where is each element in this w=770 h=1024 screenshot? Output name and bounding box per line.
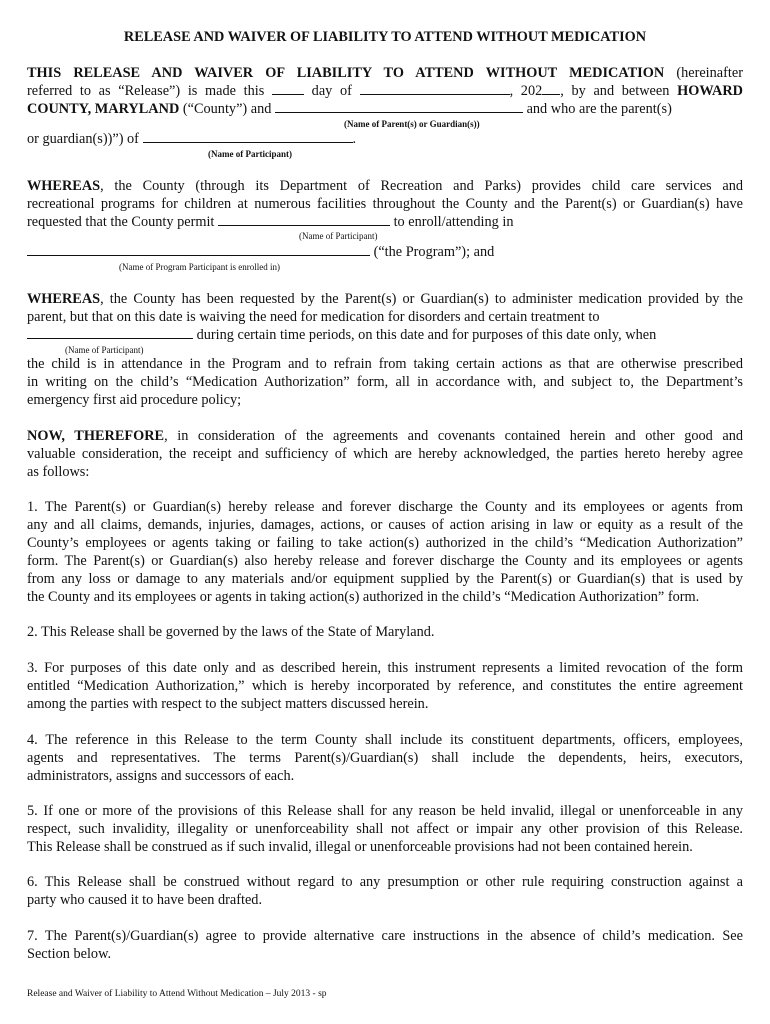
day-field[interactable] <box>272 82 304 95</box>
intro-paragraph <box>27 64 743 118</box>
page-footer: Release and Waiver of Liability to Attend Without Medication – July 2013 - sp <box>27 989 327 999</box>
section-4: 4. The reference in this Release to the term County shall include its constituent departments, officers, employees, agents and representatives. The terms Parent(s)/Guardian(s) shall include the dependents, heirs, executors, administrators, assigns and successors of each. <box>27 732 743 784</box>
caption-program-name: (Name of Program Participant is enrolled in) <box>119 262 280 272</box>
month-field[interactable] <box>360 82 510 95</box>
whereas-paragraph-2: WHEREAS, the County has been requested by the Parent(s) or Guardian(s) to administer medication provided by the parent, but that on this date is waiving the need for medication for disorders and certain treatment to during certain time periods, on this date and for purposes of this date only, when <box>27 291 743 343</box>
caption-participant-name-2: (Name of Participant) <box>299 231 378 241</box>
participant-name-field-3[interactable] <box>27 326 193 339</box>
whereas-1-line-4: (“the Program”); and <box>27 243 743 261</box>
whereas-2-continued: the child is in attendance in the Program and to refrain from taking certain actions as that are otherwise prescribed in writing on the child’s “Medication Authorization” form, all in accordance with, and subject to, the Department’s emergency first aid procedure policy; <box>27 356 743 408</box>
section-5: 5. If one or more of the provisions of this Release shall for any reason be held invalid, illegal or unenforceable in any respect, such invalidity, illegality or unenforceability shall not affect or impair any other provision of this Release. This Release shall be construed as if such invalid, illegal or unenforceable provisions had not been contained herein. <box>27 803 743 855</box>
section-3: 3. For purposes of this date only and as described herein, this instrument represents a limited revocation of the form entitled “Medication Authorization,” which is hereby incorporated by reference, and constitutes the entire agreement among the parties with respect to the subject matters discussed herein. <box>27 660 743 712</box>
intro-line-3: COUNTY, MARYLAND (“County”) and and who are the parent(s) <box>27 101 672 117</box>
whereas-paragraph-1: WHEREAS, the County (through its Department of Recreation and Parks) provides child care services and recreational programs for children at numerous facilities throughout the County and the Parent(s) or Guardian(s) have requested that the County permit to enroll/attending in <box>27 178 743 230</box>
intro-line-4: or guardian(s))”) of . <box>27 131 357 147</box>
section-1: 1. The Parent(s) or Guardian(s) hereby release and forever discharge the County and its employees or agents from any and all claims, demands, injuries, damages, actions, or causes of action arising in law or equity as a result of the County’s employees or agents taking or failing to take action(s) authorized in the child’s “Medication Authorization” form. The Parent(s) or Guardian(s) also hereby release and forever discharge the County and its employees or agents from any loss or damage to any materials and/or equipment supplied by the Parent(s) or Guardian(s) that is used by the County and its employees or agents in taking action(s) authorized in the child’s “Medication Authorization” form. <box>27 499 743 605</box>
caption-participant-name-1: (Name of Participant) <box>208 149 292 159</box>
year-field[interactable] <box>542 82 560 95</box>
participant-name-field-1[interactable] <box>143 130 353 143</box>
document-title: RELEASE AND WAIVER OF LIABILITY TO ATTEND WITHOUT MEDICATION <box>123 29 647 45</box>
caption-participant-name-3: (Name of Participant) <box>65 345 144 355</box>
section-2: 2. This Release shall be governed by the laws of the State of Maryland. <box>27 624 435 640</box>
program-name-field[interactable] <box>27 243 370 256</box>
intro-line-1: THIS RELEASE AND WAIVER OF LIABILITY TO ATTEND WITHOUT MEDICATION (hereinafter <box>27 65 743 81</box>
parent-name-field[interactable] <box>275 100 523 113</box>
caption-parent-name: (Name of Parent(s) or Guardian(s)) <box>344 119 480 129</box>
now-therefore-paragraph: NOW, THEREFORE, in consideration of the agreements and covenants contained herein and other good and valuable consideration, the receipt and sufficiency of which are hereby acknowledged, the parties hereto hereby agree as follows: <box>27 428 744 480</box>
participant-name-field-2[interactable] <box>218 213 390 226</box>
section-7: 7. The Parent(s)/Guardian(s) agree to provide alternative care instructions in the absence of child’s medication. See Section below. <box>27 928 743 962</box>
section-6: 6. This Release shall be construed without regard to any presumption or other rule requiring construction against a party who caused it to have been drafted. <box>27 874 743 908</box>
intro-line-2: referred to as “Release”) is made this day of , 202 , by and between HOWARD <box>27 83 744 99</box>
